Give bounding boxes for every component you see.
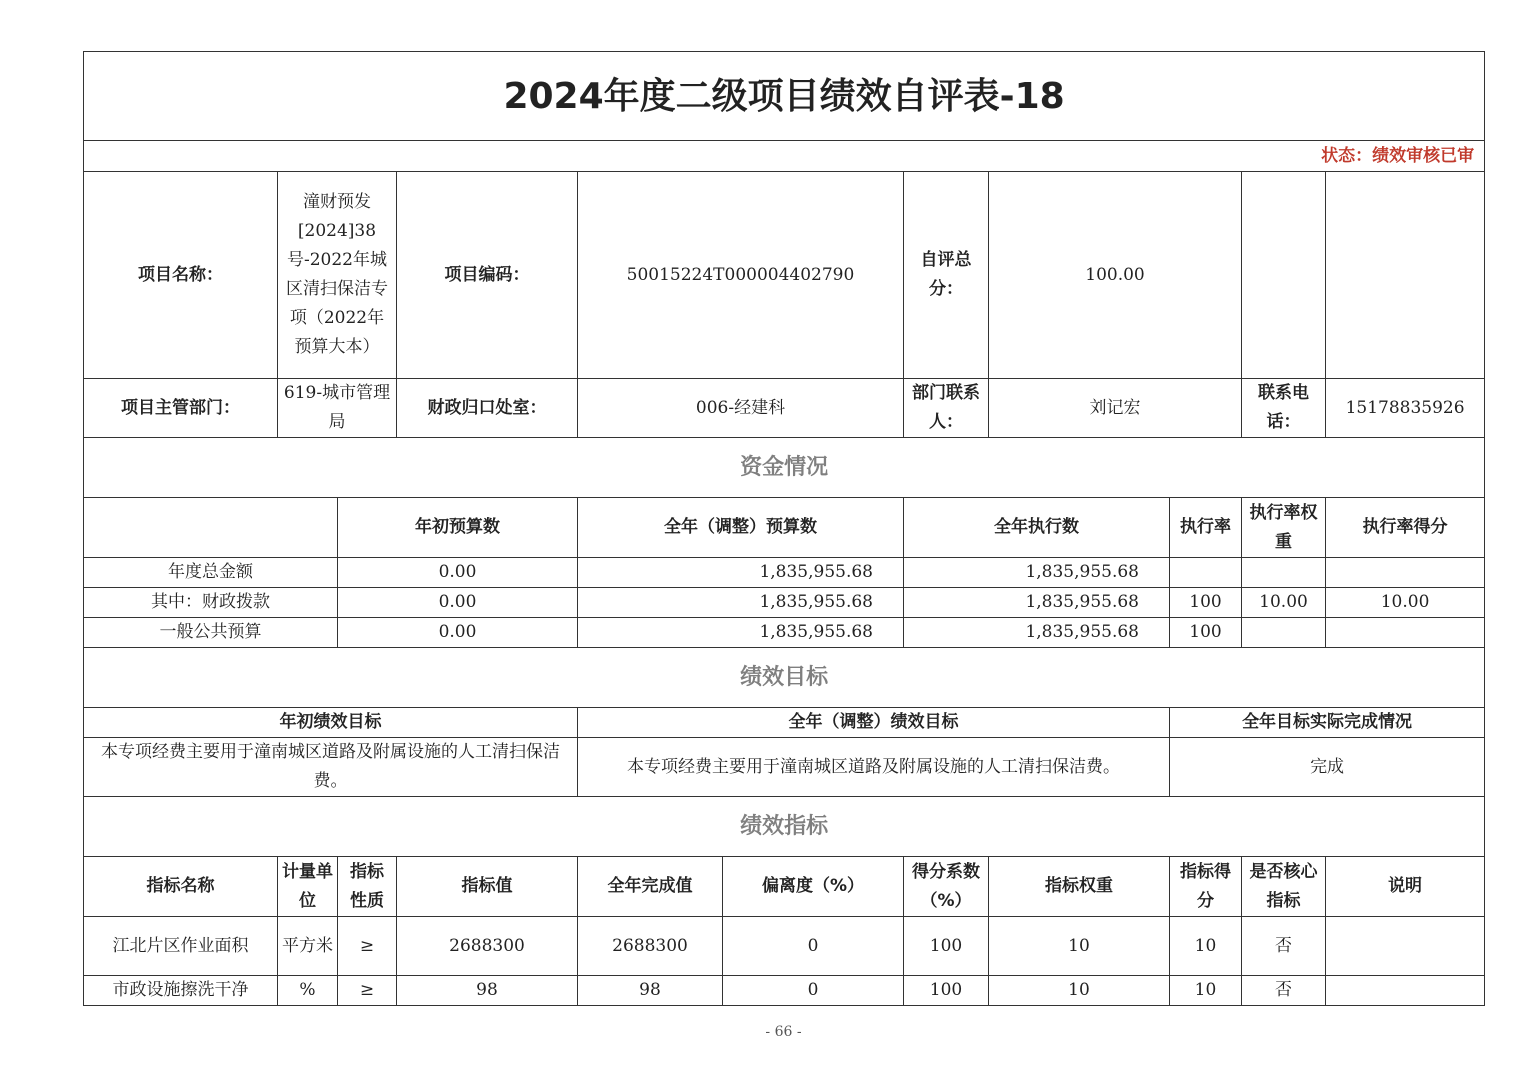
indicator-header: 指标得分 — [1170, 857, 1242, 917]
fund-rate: 100 — [1170, 618, 1242, 648]
empty-cell — [1326, 172, 1485, 379]
table-row — [84, 976, 1485, 1006]
total-score: 100.00 — [989, 172, 1242, 379]
project-name: 潼财预发[2024]38号-2022年城区清扫保洁专项（2022年预算大本） — [278, 172, 397, 379]
table-row — [84, 588, 1485, 618]
indicator-note — [1326, 917, 1485, 976]
project-name-label: 项目名称： — [84, 172, 278, 379]
fund-name: 一般公共预算 — [84, 618, 338, 648]
fund-score — [1326, 618, 1485, 648]
indicator-name: 江北片区作业面积 — [84, 917, 278, 976]
contact-person: 刘记宏 — [989, 379, 1242, 438]
table-row — [84, 618, 1485, 648]
performance-sheet — [83, 51, 1484, 1006]
goals-header: 年初绩效目标 — [84, 708, 578, 738]
indicator-header: 是否核心指标 — [1242, 857, 1326, 917]
funds-header-blank — [84, 498, 338, 558]
indicator-nature: ≥ — [338, 917, 397, 976]
page-number: - 66 - — [765, 1024, 802, 1040]
fund-score: 10.00 — [1326, 588, 1485, 618]
fund-name: 年度总金额 — [84, 558, 338, 588]
finance-label: 财政归口处室： — [397, 379, 578, 438]
indicator-nature: ≥ — [338, 976, 397, 1006]
funds-header: 年初预算数 — [338, 498, 578, 558]
fund-weight: 10.00 — [1242, 588, 1326, 618]
fund-adjusted: 1,835,955.68 — [578, 618, 904, 648]
goal-initial: 本专项经费主要用于潼南城区道路及附属设施的人工清扫保洁费。 — [84, 738, 578, 797]
indicator-header: 指标性质 — [338, 857, 397, 917]
project-code: 50015224T000004402790 — [578, 172, 904, 379]
indicator-unit: % — [278, 976, 338, 1006]
indicator-unit: 平方米 — [278, 917, 338, 976]
indicator-weight: 10 — [989, 976, 1170, 1006]
funds-header: 执行率得分 — [1326, 498, 1485, 558]
funds-header: 全年执行数 — [904, 498, 1170, 558]
indicator-deviation: 0 — [723, 917, 904, 976]
finance-office: 006-经建科 — [578, 379, 904, 438]
fund-score — [1326, 558, 1485, 588]
funds-section-title: 资金情况 — [84, 438, 1485, 498]
goal-actual: 完成 — [1170, 738, 1485, 797]
goals-section-title: 绩效目标 — [84, 648, 1485, 708]
fund-rate: 100 — [1170, 588, 1242, 618]
funds-header: 全年（调整）预算数 — [578, 498, 904, 558]
fund-initial: 0.00 — [338, 558, 578, 588]
page-title: 2024年度二级项目绩效自评表-18 — [84, 52, 1485, 141]
indicator-coef: 100 — [904, 976, 989, 1006]
performance-table — [83, 51, 1485, 1006]
indicator-header: 全年完成值 — [578, 857, 723, 917]
contact-label: 部门联系人： — [904, 379, 989, 438]
indicator-score: 10 — [1170, 976, 1242, 1006]
dept-label: 项目主管部门： — [84, 379, 278, 438]
indicator-name: 市政设施擦洗干净 — [84, 976, 278, 1006]
indicator-header: 计量单位 — [278, 857, 338, 917]
fund-initial: 0.00 — [338, 618, 578, 648]
project-code-label: 项目编码： — [397, 172, 578, 379]
fund-adjusted: 1,835,955.68 — [578, 588, 904, 618]
indicator-header: 说明 — [1326, 857, 1485, 917]
fund-executed: 1,835,955.68 — [904, 558, 1170, 588]
indicator-coef: 100 — [904, 917, 989, 976]
phone: 15178835926 — [1326, 379, 1485, 438]
table-row — [84, 558, 1485, 588]
indicator-core: 否 — [1242, 917, 1326, 976]
dept: 619-城市管理局 — [278, 379, 397, 438]
indicator-header: 指标值 — [397, 857, 578, 917]
fund-executed: 1,835,955.68 — [904, 588, 1170, 618]
indicator-core: 否 — [1242, 976, 1326, 1006]
goals-header: 全年目标实际完成情况 — [1170, 708, 1485, 738]
indicator-actual: 98 — [578, 976, 723, 1006]
table-row — [84, 917, 1485, 976]
indicators-section-title: 绩效指标 — [84, 797, 1485, 857]
indicator-target: 2688300 — [397, 917, 578, 976]
indicator-header: 得分系数（%） — [904, 857, 989, 917]
fund-name: 其中：财政拨款 — [84, 588, 338, 618]
fund-initial: 0.00 — [338, 588, 578, 618]
indicator-note — [1326, 976, 1485, 1006]
phone-label: 联系电话： — [1242, 379, 1326, 438]
fund-rate — [1170, 558, 1242, 588]
empty-cell — [1242, 172, 1326, 379]
indicator-score: 10 — [1170, 917, 1242, 976]
fund-weight — [1242, 618, 1326, 648]
goal-adjusted: 本专项经费主要用于潼南城区道路及附属设施的人工清扫保洁费。 — [578, 738, 1170, 797]
indicator-header: 偏离度（%） — [723, 857, 904, 917]
funds-header: 执行率 — [1170, 498, 1242, 558]
indicator-weight: 10 — [989, 917, 1170, 976]
status-badge: 状态：绩效审核已审 — [84, 141, 1485, 172]
fund-adjusted: 1,835,955.68 — [578, 558, 904, 588]
indicator-target: 98 — [397, 976, 578, 1006]
funds-header: 执行率权重 — [1242, 498, 1326, 558]
indicator-deviation: 0 — [723, 976, 904, 1006]
goals-header: 全年（调整）绩效目标 — [578, 708, 1170, 738]
indicator-header: 指标权重 — [989, 857, 1170, 917]
indicator-actual: 2688300 — [578, 917, 723, 976]
fund-executed: 1,835,955.68 — [904, 618, 1170, 648]
fund-weight — [1242, 558, 1326, 588]
indicator-header: 指标名称 — [84, 857, 278, 917]
score-label: 自评总分： — [904, 172, 989, 379]
